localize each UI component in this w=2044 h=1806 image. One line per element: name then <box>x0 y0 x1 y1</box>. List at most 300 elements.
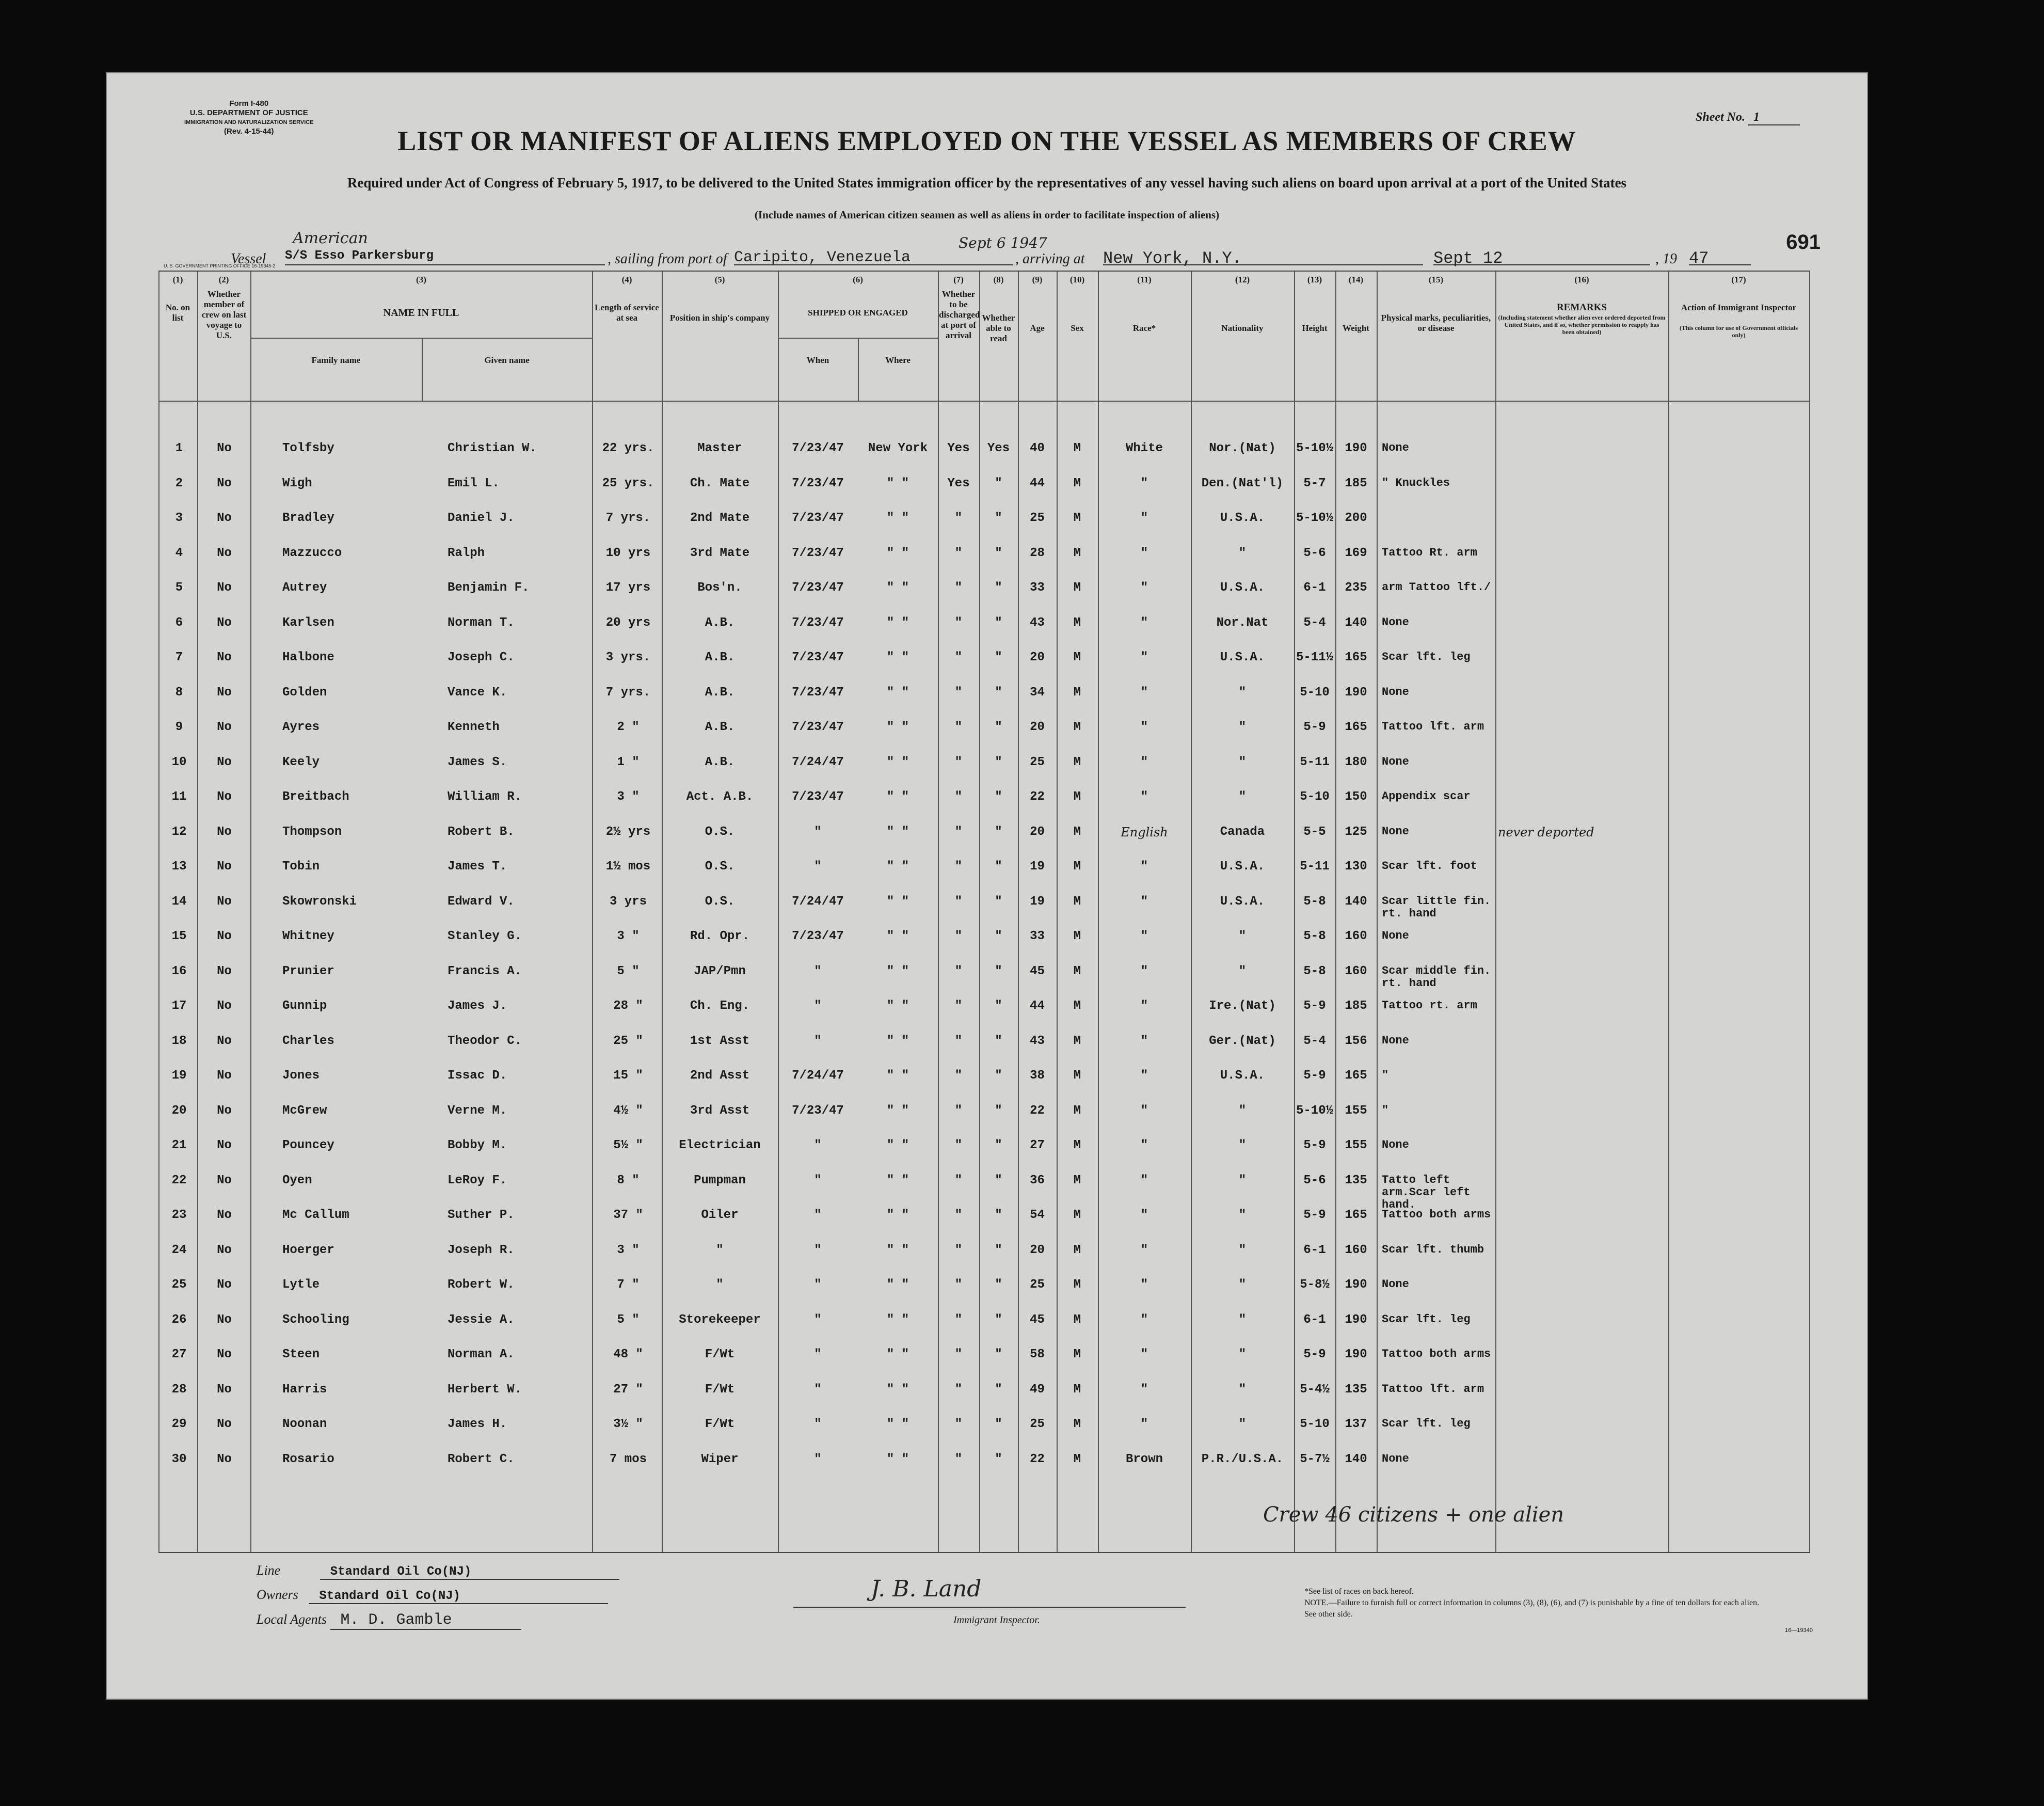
cell-weight: 190 <box>1345 1348 1367 1361</box>
cell-weight: 165 <box>1345 1069 1367 1083</box>
cell-age: 33 <box>1030 929 1045 943</box>
cell-no: 5 <box>175 581 183 595</box>
cell-read: " <box>995 1452 1002 1466</box>
cell-height: 5-10½ <box>1296 441 1333 455</box>
cell-nationality: U.S.A. <box>1220 1069 1265 1083</box>
cell-height: 5-7½ <box>1300 1452 1330 1466</box>
cell-no: 23 <box>171 1208 187 1222</box>
cell-no: 30 <box>171 1452 187 1466</box>
cell-race: " <box>1140 651 1148 664</box>
cell-position: F/Wt <box>705 1348 735 1361</box>
cell-age: 44 <box>1030 999 1045 1013</box>
cell-service: 5 " <box>617 1312 640 1327</box>
cell-weight: 165 <box>1345 651 1367 664</box>
cell-race: " <box>1140 511 1148 525</box>
col-number: (13) <box>1307 275 1322 284</box>
cell-given: Emil L. <box>448 476 500 490</box>
table-row <box>158 1069 1810 1099</box>
cell-position: O.S. <box>705 894 735 909</box>
cell-race: " <box>1140 860 1148 874</box>
cell-when: " <box>814 1278 822 1292</box>
cell-age: 22 <box>1030 1103 1045 1118</box>
cell-race: " <box>1140 1382 1148 1397</box>
header-nationality: Nationality <box>1221 323 1264 333</box>
cell-sex: M <box>1073 1103 1081 1118</box>
cell-age: 33 <box>1030 581 1045 595</box>
header-race: Race* <box>1132 323 1156 333</box>
cell-race: " <box>1140 1348 1148 1361</box>
cell-where: " " <box>886 615 909 630</box>
cell-read: " <box>995 1138 1002 1152</box>
cell-position: 3rd Mate <box>690 546 750 560</box>
cell-marks: Tattoo both arms <box>1382 1208 1491 1221</box>
cell-age: 54 <box>1030 1208 1045 1222</box>
cell-discharged: Yes <box>947 441 970 455</box>
cell-last: No <box>217 1452 232 1466</box>
cell-no: 24 <box>171 1243 187 1257</box>
cell-last: No <box>217 964 232 978</box>
cell-weight: 155 <box>1345 1103 1367 1118</box>
cell-race: " <box>1140 685 1148 700</box>
summary-note: Crew 46 citizens + one alien <box>1263 1503 1564 1527</box>
cell-where: " " <box>886 1278 909 1292</box>
cell-nationality: Den.(Nat'l) <box>1201 476 1284 490</box>
cell-read: " <box>995 860 1002 874</box>
header-age: Age <box>1030 323 1045 333</box>
cell-last: No <box>217 894 232 909</box>
cell-marks: Tattoo Rt. arm <box>1382 546 1477 559</box>
cell-nationality: " <box>1238 1243 1247 1257</box>
cell-given: Joseph R. <box>448 1243 515 1257</box>
cell-weight: 160 <box>1345 1243 1367 1257</box>
cell-last: No <box>217 1312 232 1327</box>
cell-sex: M <box>1073 1034 1081 1048</box>
cell-age: 49 <box>1030 1382 1045 1397</box>
cell-where: " " <box>886 720 909 734</box>
header-action: Action of Immigrant Inspector <box>1681 303 1797 312</box>
cell-no: 14 <box>171 894 187 909</box>
cell-last: No <box>217 615 232 630</box>
cell-given: Robert W. <box>448 1278 515 1292</box>
cell-height: 5-11 <box>1300 755 1330 769</box>
cell-read: " <box>995 720 1002 734</box>
cell-nationality: Canada <box>1220 825 1265 839</box>
table-row <box>158 965 1810 995</box>
cell-discharged: " <box>954 1243 963 1257</box>
cell-nationality: " <box>1238 964 1247 978</box>
cell-last: No <box>217 1173 232 1187</box>
cell-family: Keely <box>282 755 320 769</box>
cell-weight: 135 <box>1345 1382 1367 1397</box>
col-number: (10) <box>1069 275 1085 284</box>
cell-no: 16 <box>171 964 187 978</box>
cell-race: " <box>1140 546 1148 560</box>
document-number: 691 <box>1786 231 1821 254</box>
cell-family: Halbone <box>282 651 334 664</box>
cell-age: 20 <box>1030 825 1045 839</box>
cell-race: " <box>1140 1417 1148 1431</box>
cell-height: 6-1 <box>1303 581 1326 595</box>
cell-nationality: " <box>1238 1312 1247 1327</box>
cell-family: Noonan <box>282 1417 327 1431</box>
cell-age: 20 <box>1030 651 1045 664</box>
table-row <box>158 512 1810 542</box>
cell-sex: M <box>1073 720 1081 734</box>
cell-weight: 155 <box>1345 1138 1367 1152</box>
cell-nationality: " <box>1238 929 1247 943</box>
cell-last: No <box>217 1208 232 1222</box>
cell-discharged: " <box>954 929 963 943</box>
cell-last: No <box>217 860 232 874</box>
cell-family: Schooling <box>282 1312 349 1327</box>
cell-when: " <box>814 1034 822 1048</box>
cell-family: Tobin <box>282 860 320 874</box>
cell-marks: Tatto left arm.Scar left hand. <box>1382 1173 1471 1211</box>
cell-discharged: " <box>954 1452 963 1466</box>
cell-where: New York <box>868 441 928 455</box>
cell-when: " <box>814 1417 822 1431</box>
cell-no: 19 <box>171 1069 187 1083</box>
vessel-label: Vessel <box>231 251 266 267</box>
cell-sex: M <box>1073 790 1081 804</box>
cell-marks: None <box>1382 441 1409 454</box>
cell-read: " <box>995 964 1002 978</box>
cell-position: " <box>716 1278 724 1292</box>
cell-position: Ch. Mate <box>690 476 750 490</box>
cell-age: 45 <box>1030 1312 1045 1327</box>
cell-age: 25 <box>1030 511 1045 525</box>
cell-position: Pumpman <box>694 1173 746 1187</box>
header-rule <box>158 401 1810 402</box>
cell-service: 7 " <box>617 1278 640 1292</box>
table-row <box>158 895 1810 925</box>
cell-no: 2 <box>175 476 183 490</box>
cell-remarks: never deported <box>1498 825 1594 839</box>
cell-weight: 156 <box>1345 1034 1367 1048</box>
cell-position: O.S. <box>705 860 735 874</box>
cell-position: Act. A.B. <box>686 790 754 804</box>
table-row <box>158 1278 1810 1308</box>
cell-discharged: " <box>954 720 963 734</box>
vessel-origin-handwritten: American <box>293 229 368 247</box>
cell-family: Mazzucco <box>282 546 342 560</box>
cell-read: " <box>995 929 1002 943</box>
table-row <box>158 1139 1810 1169</box>
cell-height: 5-10 <box>1300 1417 1330 1431</box>
header-when: When <box>806 355 829 365</box>
cell-weight: 140 <box>1345 1452 1367 1466</box>
cell-position: A.B. <box>705 651 735 664</box>
cell-when: 7/23/47 <box>792 511 844 525</box>
cell-service: 3 " <box>617 790 640 804</box>
cell-discharged: " <box>954 755 963 769</box>
cell-no: 15 <box>171 929 187 943</box>
cell-when: 7/24/47 <box>792 1069 844 1083</box>
cell-where: " " <box>886 964 909 978</box>
cell-sex: M <box>1073 511 1081 525</box>
cell-when: " <box>814 999 822 1013</box>
cell-weight: 190 <box>1345 685 1367 700</box>
cell-height: 6-1 <box>1303 1312 1326 1327</box>
cell-position: JAP/Pmn <box>694 964 746 978</box>
cell-position: 2nd Mate <box>690 511 750 525</box>
cell-race: " <box>1140 1138 1148 1152</box>
col-number: (16) <box>1574 275 1589 284</box>
table-row <box>158 1453 1810 1483</box>
header-family-name: Family name <box>311 355 361 365</box>
cell-nationality: " <box>1238 1348 1247 1361</box>
cell-race: " <box>1140 1173 1148 1187</box>
cell-height: 5-10½ <box>1296 511 1333 525</box>
cell-discharged: " <box>954 1208 963 1222</box>
table-row <box>158 477 1810 507</box>
cell-read: " <box>995 1034 1002 1048</box>
cell-nationality: " <box>1238 1173 1247 1187</box>
cell-family: Mc Callum <box>282 1208 349 1222</box>
cell-given: James H. <box>448 1417 507 1431</box>
cell-height: 5-10½ <box>1296 1103 1333 1118</box>
cell-given: James T. <box>448 860 507 874</box>
cell-discharged: " <box>954 1138 963 1152</box>
cell-marks: " <box>1382 1103 1389 1117</box>
cell-when: " <box>814 1208 822 1222</box>
cell-last: No <box>217 685 232 700</box>
cell-race: " <box>1140 1103 1148 1118</box>
cell-last: No <box>217 1103 232 1118</box>
cell-discharged: " <box>954 581 963 595</box>
header-no-on-list: No. on list <box>165 303 190 323</box>
cell-sex: M <box>1073 1243 1081 1257</box>
cell-given: Robert B. <box>448 825 515 839</box>
vessel-name: S/S Esso Parkersburg <box>285 249 605 265</box>
cell-marks: None <box>1382 615 1409 629</box>
cell-no: 29 <box>171 1417 187 1431</box>
arrival-date: Sept 12 <box>1433 249 1650 265</box>
cell-weight: 140 <box>1345 894 1367 909</box>
cell-read: " <box>995 755 1002 769</box>
cell-read: " <box>995 651 1002 664</box>
table-row <box>158 790 1810 820</box>
table-row <box>158 547 1810 577</box>
cell-age: 20 <box>1030 720 1045 734</box>
cell-when: " <box>814 964 822 978</box>
cell-age: 38 <box>1030 1069 1045 1083</box>
cell-race: " <box>1140 720 1148 734</box>
cell-service: 1 " <box>617 755 640 769</box>
cell-when: " <box>814 860 822 874</box>
cell-last: No <box>217 790 232 804</box>
cell-when: 7/24/47 <box>792 755 844 769</box>
cell-weight: 140 <box>1345 615 1367 630</box>
cell-nationality: U.S.A. <box>1220 651 1265 664</box>
cell-sex: M <box>1073 476 1081 490</box>
cell-service: 4½ " <box>613 1103 643 1118</box>
cell-race: Brown <box>1125 1452 1163 1466</box>
cell-given: Issac D. <box>448 1069 507 1083</box>
header-physical-marks: Physical marks, peculiarities, or disease <box>1381 313 1491 333</box>
header-remarks-note: (Including statement whether alien ever ordered deported from United States, and if so, whether permission to reapply has been obtained) <box>1498 314 1666 336</box>
cell-sex: M <box>1073 1208 1081 1222</box>
cell-height: 5-4 <box>1303 615 1326 630</box>
cell-when: 7/23/47 <box>792 685 844 700</box>
cell-marks: " <box>1382 1069 1389 1082</box>
cell-position: O.S. <box>705 825 735 839</box>
cell-no: 3 <box>175 511 183 525</box>
cell-weight: 160 <box>1345 964 1367 978</box>
arriving-label: , arriving at <box>1015 251 1085 267</box>
col-number: (4) <box>621 275 632 284</box>
requirement-text: Required under Act of Congress of February 5, 1917, to be delivered to the United States immigration officer by the representatives of any vessel having such aliens on board upon arrival at a port of the United States <box>347 175 1627 191</box>
table-row <box>158 651 1810 681</box>
cell-read: " <box>995 1243 1002 1257</box>
cell-service: 10 yrs <box>605 546 651 560</box>
cell-weight: 130 <box>1345 860 1367 874</box>
cell-last: No <box>217 651 232 664</box>
cell-where: " " <box>886 929 909 943</box>
cell-service: 48 " <box>613 1348 643 1361</box>
cell-service: 3 yrs. <box>605 651 651 664</box>
cell-given: Benjamin F. <box>448 581 530 595</box>
cell-read: " <box>995 1348 1002 1361</box>
cell-nationality: U.S.A. <box>1220 581 1265 595</box>
cell-nationality: " <box>1238 546 1247 560</box>
cell-family: Steen <box>282 1348 320 1361</box>
cell-height: 5-8½ <box>1300 1278 1330 1292</box>
col-divider <box>858 339 859 401</box>
cell-weight: 125 <box>1345 825 1367 839</box>
cell-race: " <box>1140 964 1148 978</box>
cell-nationality: " <box>1238 1138 1247 1152</box>
cell-read: " <box>995 546 1002 560</box>
table-row <box>158 1348 1810 1378</box>
cell-sex: M <box>1073 581 1081 595</box>
cell-marks: Tattoo lft. arm <box>1382 720 1484 733</box>
cell-age: 58 <box>1030 1348 1045 1361</box>
cell-service: 3 yrs <box>609 894 647 909</box>
cell-family: Charles <box>282 1034 334 1048</box>
cell-family: McGrew <box>282 1103 327 1118</box>
header-name-in-full: NAME IN FULL <box>383 307 459 319</box>
cell-nationality: " <box>1238 1278 1247 1292</box>
cell-discharged: " <box>954 999 963 1013</box>
year-label: , 19 <box>1655 251 1677 267</box>
cell-marks: Scar middle fin. rt. hand <box>1382 964 1491 990</box>
cell-position: 1st Asst <box>690 1034 750 1048</box>
col-number: (15) <box>1428 275 1444 284</box>
cell-when: 7/23/47 <box>792 929 844 943</box>
cell-when: 7/24/47 <box>792 894 844 909</box>
cell-service: 2½ yrs <box>605 825 651 839</box>
table-row <box>158 442 1810 472</box>
cell-marks: " Knuckles <box>1382 476 1450 489</box>
cell-family: Harris <box>282 1382 327 1397</box>
table-row <box>158 1313 1810 1343</box>
header-rule <box>250 338 592 339</box>
cell-height: 5-4½ <box>1300 1382 1330 1397</box>
cell-where: " " <box>886 1034 909 1048</box>
cell-where: " " <box>886 651 909 664</box>
cell-discharged: " <box>954 1417 963 1431</box>
cell-position: Electrician <box>679 1138 761 1152</box>
cell-family: Breitbach <box>282 790 349 804</box>
cell-last: No <box>217 476 232 490</box>
cell-no: 26 <box>171 1312 187 1327</box>
col-number: (14) <box>1348 275 1364 284</box>
cell-sex: M <box>1073 1417 1081 1431</box>
cell-service: 20 yrs <box>605 615 651 630</box>
cell-given: Verne M. <box>448 1103 507 1118</box>
cell-sex: M <box>1073 1382 1081 1397</box>
cell-position: " <box>716 1243 724 1257</box>
cell-nationality: P.R./U.S.A. <box>1201 1452 1284 1466</box>
cell-age: 43 <box>1030 615 1045 630</box>
cell-when: 7/23/47 <box>792 720 844 734</box>
cell-when: " <box>814 1348 822 1361</box>
table-row <box>158 1383 1810 1413</box>
cell-race: " <box>1140 615 1148 630</box>
cell-no: 21 <box>171 1138 187 1152</box>
cell-race: " <box>1140 894 1148 909</box>
sail-date: Sept 6 1947 <box>959 234 1047 251</box>
header-height: Height <box>1302 323 1328 333</box>
cell-service: 7 mos <box>609 1452 647 1466</box>
cell-read: " <box>995 999 1002 1013</box>
cell-sex: M <box>1073 1138 1081 1152</box>
cell-discharged: " <box>954 546 963 560</box>
cell-age: 36 <box>1030 1173 1045 1187</box>
cell-where: " " <box>886 1069 909 1083</box>
cell-family: Jones <box>282 1069 320 1083</box>
cell-height: 5-9 <box>1303 1069 1326 1083</box>
cell-family: Tolfsby <box>282 441 334 455</box>
header-shipped: SHIPPED OR ENGAGED <box>808 308 908 318</box>
cell-when: " <box>814 1243 822 1257</box>
cell-given: Norman A. <box>448 1348 515 1361</box>
cell-position: A.B. <box>705 615 735 630</box>
cell-nationality: " <box>1238 720 1247 734</box>
cell-height: 5-4 <box>1303 1034 1326 1048</box>
table-row <box>158 721 1810 751</box>
cell-race: English <box>1121 825 1168 839</box>
cell-family: Gunnip <box>282 999 327 1013</box>
cell-family: Autrey <box>282 581 327 595</box>
cell-last: No <box>217 511 232 525</box>
form-code: 16—19340 <box>1785 1627 1813 1634</box>
cell-sex: M <box>1073 964 1081 978</box>
cell-position: Wiper <box>701 1452 739 1466</box>
cell-last: No <box>217 720 232 734</box>
cell-height: 5-8 <box>1303 964 1326 978</box>
cell-nationality: " <box>1238 1103 1247 1118</box>
cell-age: 22 <box>1030 1452 1045 1466</box>
cell-age: 40 <box>1030 441 1045 455</box>
cell-nationality: " <box>1238 1417 1247 1431</box>
cell-given: Herbert W. <box>448 1382 522 1397</box>
table-row <box>158 686 1810 716</box>
cell-read: " <box>995 894 1002 909</box>
cell-family: Rosario <box>282 1452 334 1466</box>
cell-service: 27 " <box>613 1382 643 1397</box>
cell-where: " " <box>886 1312 909 1327</box>
cell-marks: None <box>1382 1278 1409 1291</box>
cell-given: Suther P. <box>448 1208 515 1222</box>
cell-no: 11 <box>171 790 187 804</box>
cell-last: No <box>217 1069 232 1083</box>
header-discharged: Whether to be discharged at port of arrival <box>939 289 980 340</box>
cell-marks: None <box>1382 755 1409 768</box>
cell-when: 7/23/47 <box>792 581 844 595</box>
cell-sex: M <box>1073 894 1081 909</box>
